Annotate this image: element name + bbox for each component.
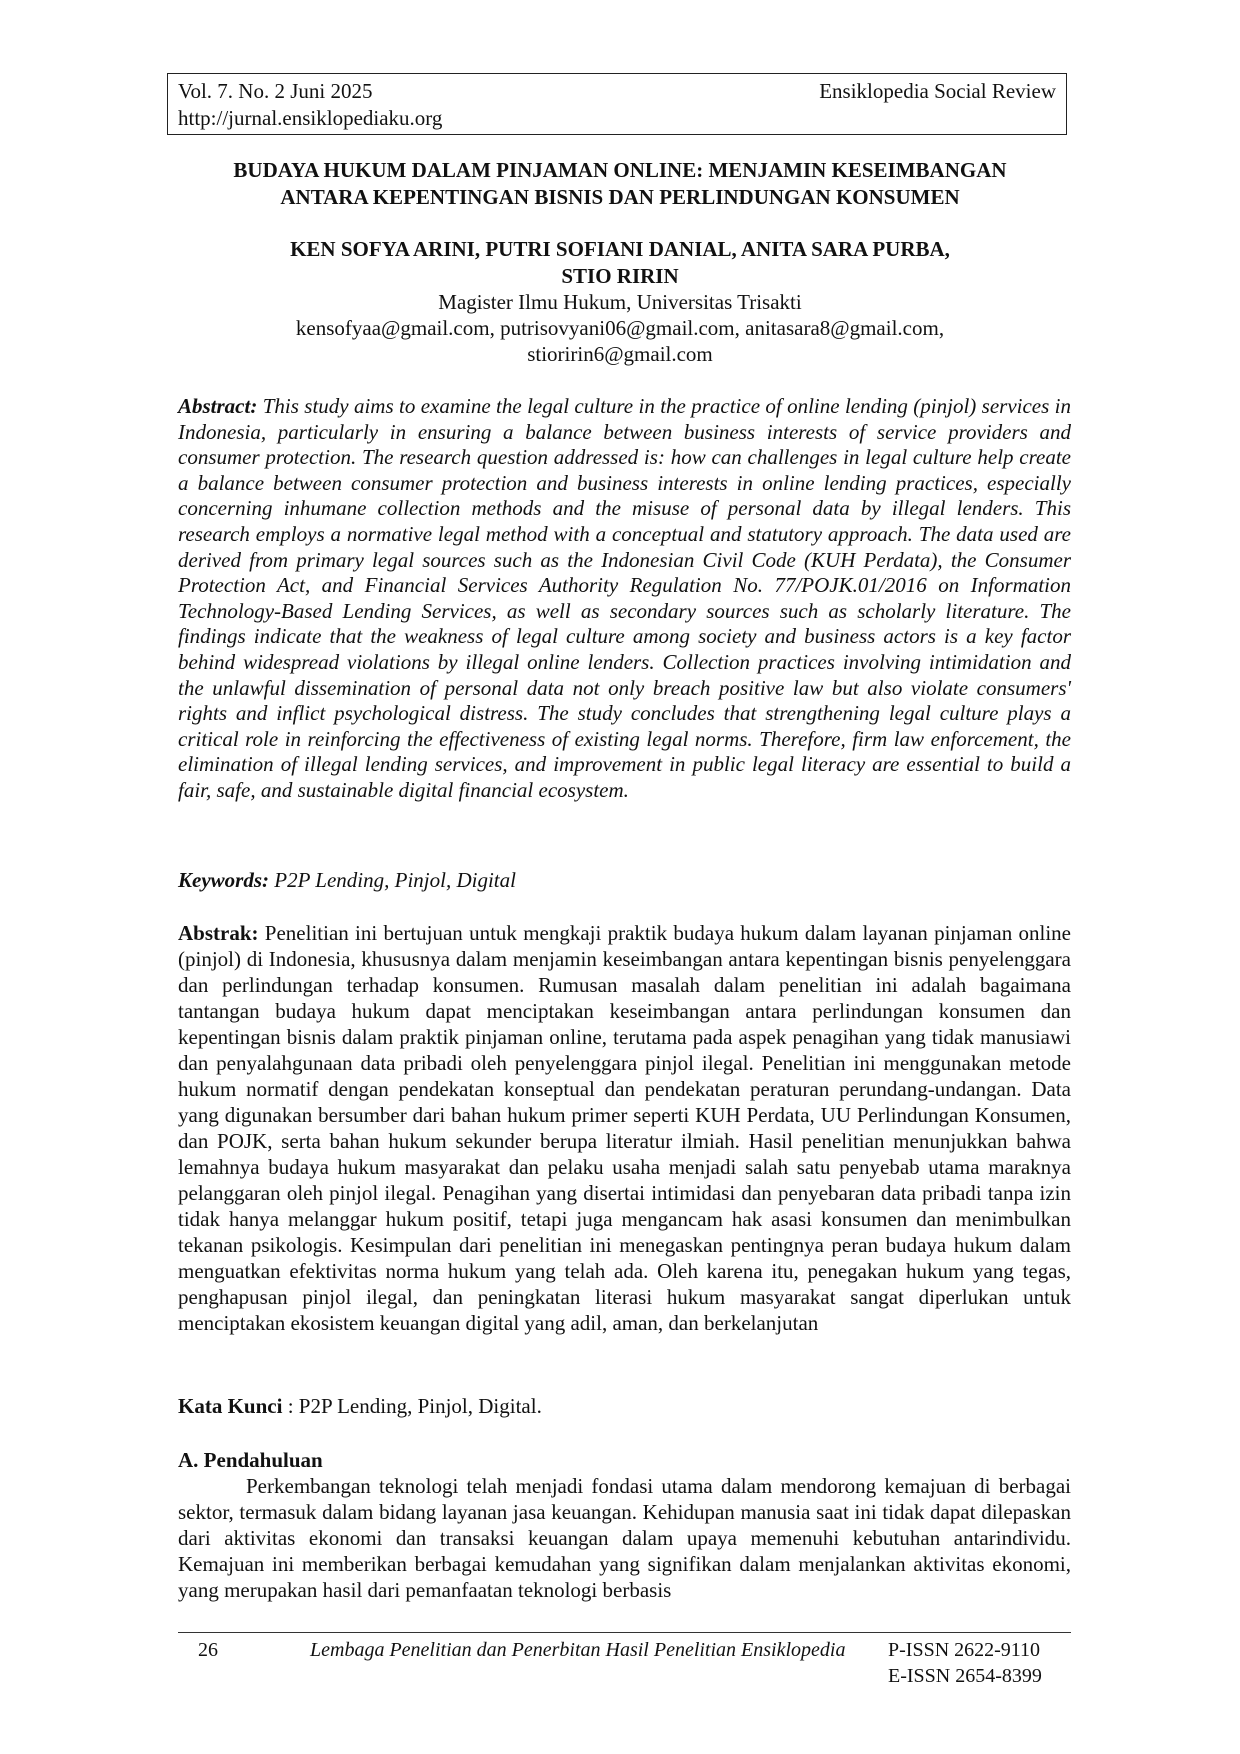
volume-info: Vol. 7. No. 2 Juni 2025	[178, 79, 373, 103]
authors-line-2: STIO RIRIN	[561, 264, 679, 288]
title-line-2: ANTARA KEPENTINGAN BISNIS DAN PERLINDUNGAN KONSUMEN	[280, 185, 960, 209]
paper-title	[150, 157, 1090, 211]
page-number: 26	[198, 1639, 218, 1661]
p-issn: P-ISSN 2622-9110	[888, 1639, 1041, 1661]
emails-line-2: stioririn6@gmail.com	[527, 342, 713, 366]
abstrak-label: Abstrak:	[178, 921, 259, 945]
abstract-label: Abstract:	[178, 394, 258, 418]
emails-line-1: kensofyaa@gmail.com, putrisovyani06@gmail.com, anitasara8@gmail.com,	[295, 316, 945, 340]
journal-url[interactable]: http://jurnal.ensiklopediaku.org	[178, 106, 443, 130]
footer-issn	[888, 1637, 1042, 1689]
footer-divider	[178, 1632, 1071, 1633]
affiliation-block	[150, 289, 1090, 367]
abstrak-text: Penelitian ini bertujuan untuk mengkaji praktik budaya hukum dalam layanan pinjaman online (pinjol) di Indonesia, khususnya dalam menjamin keseimbangan antara kepentingan bisnis penyelenggara dan perlindungan terhadap konsumen. Rumusan masalah dalam penelitian ini adalah bagaimana tantangan budaya hukum dapat menciptakan keseimbangan antara perlindungan konsumen dan kepentingan bisnis dalam praktik pinjaman online, terutama pada aspek penagihan yang tidak manusiawi dan penyalahgunaan data pribadi oleh penyelenggara pinjol ilegal. Penelitian ini menggunakan metode hukum normatif dengan pendekatan konseptual dan pendekatan peraturan perundang-undangan. Data yang digunakan bersumber dari bahan hukum primer seperti KUH Perdata, UU Perlindungan Konsumen, dan POJK, serta bahan hukum sekunder berupa literatur ilmiah. Hasil penelitian menunjukkan bahwa lemahnya budaya hukum masyarakat dan pelaku usaha menjadi salah satu penyebab utama maraknya pelanggaran oleh pinjol ilegal. Penagihan yang disertai intimidasi dan penyebaran data pribadi tanpa izin tidak hanya melanggar hukum positif, tetapi juga mengancam hak asasi konsumen dan menimbulkan tekanan psikologis. Kesimpulan dari penelitian ini menegaskan pentingnya peran budaya hukum dalam menguatkan efektivitas norma hukum yang telah ada. Oleh karena itu, penegakan hukum yang tegas, penghapusan pinjol ilegal, dan peningkatan literasi hukum masyarakat sangat diperlukan untuk menciptakan ekosistem keuangan digital yang adil, aman, dan berkelanjutan	[178, 921, 1071, 1335]
abstract-english	[178, 394, 1071, 804]
section-heading: A. Pendahuluan	[178, 1448, 323, 1472]
section-paragraph: Perkembangan teknologi telah menjadi fondasi utama dalam mendorong kemajuan di berbagai sektor, termasuk dalam bidang layanan jasa keuangan. Kehidupan manusia saat ini tidak dapat dilepaskan dari aktivitas ekonomi dan transaksi keuangan dalam upaya memenuhi kebutuhan antarindividu. Kemajuan ini memberikan berbagai kemudahan yang signifikan dalam menjalankan aktivitas ekonomi, yang merupakan hasil dari pemanfaatan teknologi berbasis	[178, 1474, 1071, 1602]
kata-kunci-label: Kata Kunci	[178, 1394, 283, 1418]
journal-name: Ensiklopedia Social Review	[819, 79, 1056, 103]
authors-line-1: KEN SOFYA ARINI, PUTRI SOFIANI DANIAL, ANITA SARA PURBA,	[290, 237, 950, 261]
kata-kunci-text: : P2P Lending, Pinjol, Digital.	[287, 1394, 542, 1418]
e-issn: E-ISSN 2654-8399	[888, 1665, 1042, 1687]
keywords-label: Keywords:	[178, 868, 269, 892]
title-line-1: BUDAYA HUKUM DALAM PINJAMAN ONLINE: MENJAMIN KESEIMBANGAN	[233, 158, 1007, 182]
keywords-text: P2P Lending, Pinjol, Digital	[274, 868, 516, 892]
footer-institution: Lembaga Penelitian dan Penerbitan Hasil Penelitian Ensiklopedia	[310, 1639, 846, 1661]
abstract-text: This study aims to examine the legal culture in the practice of online lending (pinjol) services in Indonesia, particularly in ensuring a balance between business interests of service providers and consumer protection. The research question addressed is: how can challenges in legal culture help create a balance between consumer protection and business interests in online lending practices, especially concerning inhumane collection methods and the misuse of personal data by illegal lenders. This research employs a normative legal method with a conceptual and statutory approach. The data used are derived from primary legal sources such as the Indonesian Civil Code (KUH Perdata), the Consumer Protection Act, and Financial Services Authority Regulation No. 77/POJK.01/2016 on Information Technology-Based Lending Services, as well as secondary sources such as scholarly literature. The findings indicate that the weakness of legal culture among society and business actors is a key factor behind widespread violations by illegal online lenders. Collection practices involving intimidation and the unlawful dissemination of personal data not only breach positive law but also violate consumers' rights and inflict psychological distress. The study concludes that strengthening legal culture plays a critical role in reinforcing the effectiveness of existing legal norms. Therefore, firm law enforcement, the elimination of illegal lending services, and improvement in public legal literacy are essential to build a fair, safe, and sustainable digital financial ecosystem.	[178, 394, 1071, 802]
journal-header	[167, 73, 1067, 135]
author-list	[150, 236, 1090, 290]
affiliation: Magister Ilmu Hukum, Universitas Trisakti	[438, 290, 802, 314]
keywords-indonesian	[178, 1393, 1071, 1419]
keywords-english	[178, 867, 1071, 893]
abstract-indonesian	[178, 920, 1071, 1336]
